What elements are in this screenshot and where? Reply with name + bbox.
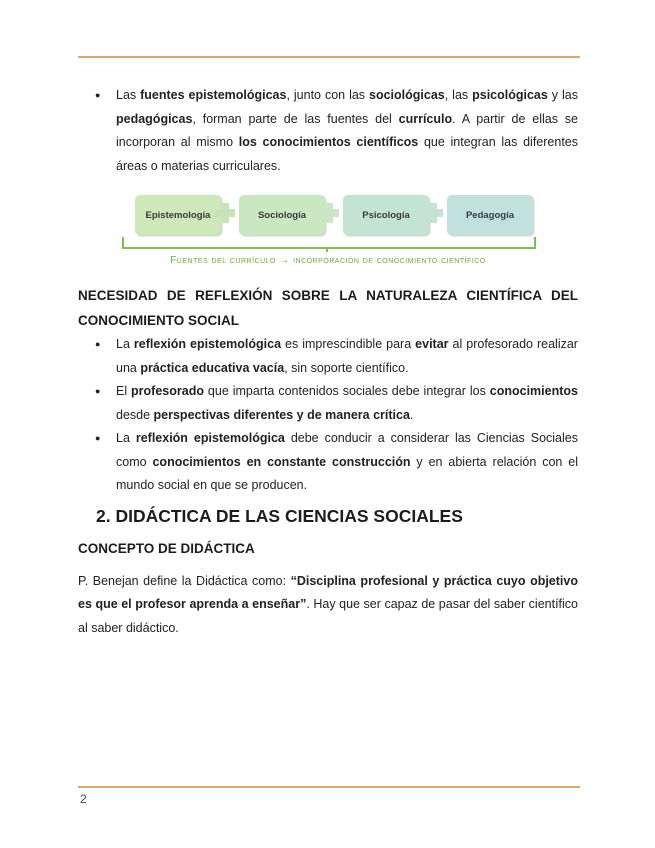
footer-rule [78,786,580,788]
plus-icon [215,203,235,223]
plus-icon [319,203,339,223]
list-item: ● El profesorado que imparta contenidos sociales debe integrar los conocimientos desde perspectivas diferentes y de manera crítica. [78,380,578,427]
reflection-bullet-list [78,333,578,498]
diagram-box-psicologia: Psicología [343,195,429,235]
diagram-box-pedagogia: Pedagogía [447,195,533,235]
bracket [122,237,536,249]
plus-icon [423,203,443,223]
list-item: ● Las fuentes epistemológicas, junto con las sociológicas, las psicológicas y las pedagógicas, forman parte de las fuentes del currículo. A partir de ellas se incorporan al mismo los conocimientos científicos que integran las diferentes áreas o materias curriculares. [78,84,578,178]
page-number: 2 [80,792,87,806]
subheading-concepto: CONCEPTO DE DIDÁCTICA [78,540,255,556]
definition-paragraph: P. Benejan define la Didáctica como: “Disciplina profesional y práctica cuyo objetivo es que el profesor aprenda a enseñar”. Hay que ser capaz de pasar del saber científico al saber didáctico. [78,573,578,635]
header-rule [78,56,580,58]
list-item: ● La reflexión epistemológica debe conducir a considerar las Ciencias Sociales como conocimientos en constante construcción y en abierta relación con el mundo social en que se producen. [78,427,578,498]
section-heading-necesidad: NECESIDAD DE REFLEXIÓN SOBRE LA NATURALEZA CIENTÍFICA DEL CONOCIMIENTO SOCIAL [78,288,578,328]
diagram-box-epistemologia: Epistemología [135,195,221,235]
section-heading-didactica: 2. DIDÁCTICA DE LAS CIENCIAS SOCIALES [96,505,463,526]
curriculum-sources-diagram [78,187,578,277]
bracket-tick [326,247,328,252]
diagram-box-sociologia: Sociología [239,195,325,235]
page-content [78,84,578,640]
intro-bullet-list [78,84,578,178]
diagram-caption: Fuentes del currículo → incorporación de conocimiento científico [170,255,486,266]
list-item: ● La reflexión epistemológica es imprescindible para evitar al profesorado realizar una práctica educativa vacía, sin soporte científico. [78,333,578,380]
arrow-right-icon: → [279,255,290,266]
